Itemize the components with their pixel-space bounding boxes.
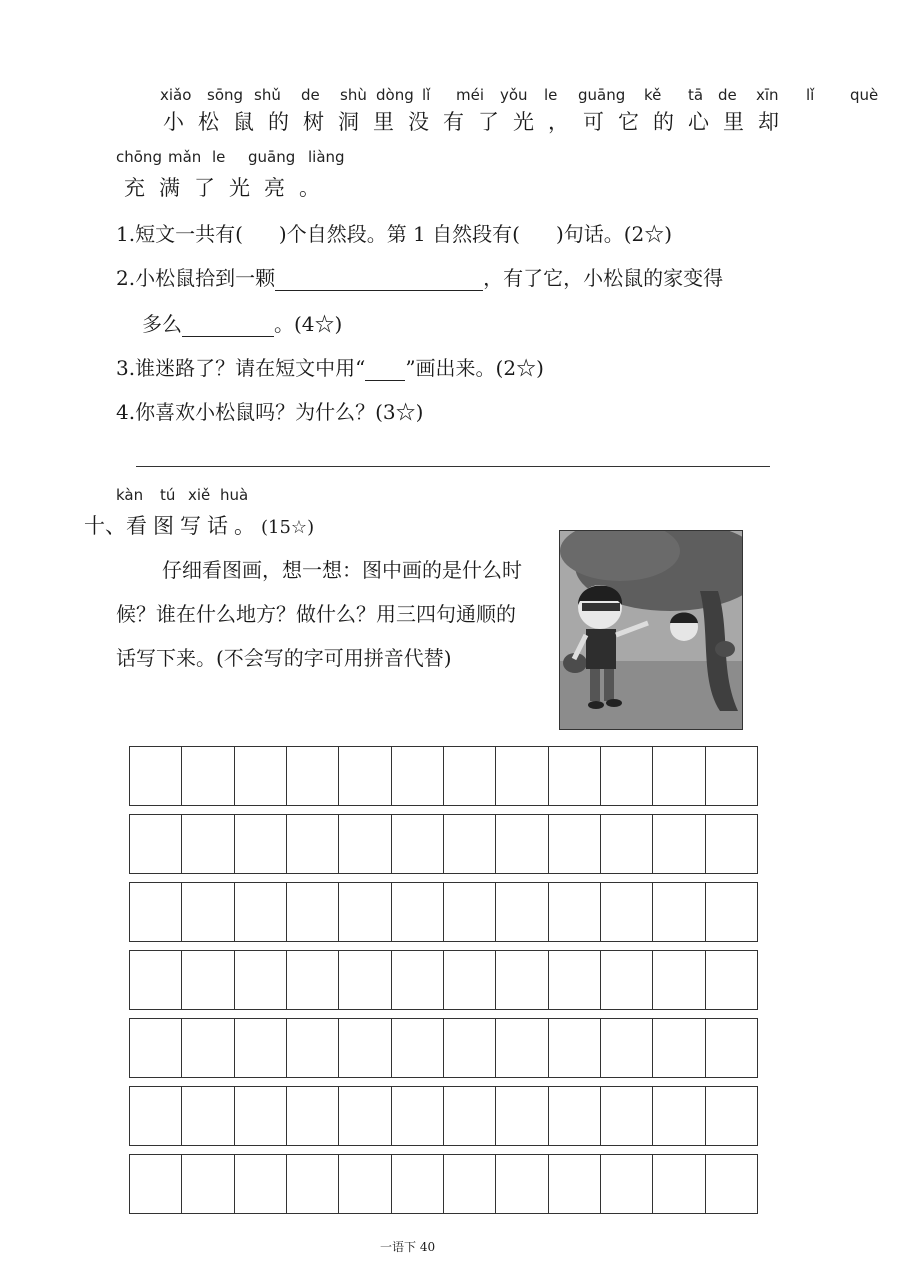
grid-cell[interactable] bbox=[339, 883, 391, 941]
grid-cell[interactable] bbox=[392, 883, 444, 941]
pinyin-syllable: xīn bbox=[756, 86, 779, 104]
grid-cell[interactable] bbox=[287, 815, 339, 873]
section10-title: 十、看图写话。(15☆) bbox=[84, 514, 315, 538]
grid-cell[interactable] bbox=[339, 951, 391, 1009]
pinyin-syllable: shù bbox=[340, 86, 367, 104]
passage-line2-text: 充满了光亮。 bbox=[124, 176, 334, 200]
grid-cell[interactable] bbox=[549, 951, 601, 1009]
pinyin-syllable: sōng bbox=[207, 86, 244, 104]
grid-cell[interactable] bbox=[496, 1155, 548, 1213]
grid-cell[interactable] bbox=[182, 1019, 234, 1077]
grid-cell[interactable] bbox=[339, 747, 391, 805]
grid-cell[interactable] bbox=[653, 1155, 705, 1213]
q2-blank-1[interactable] bbox=[275, 268, 483, 291]
grid-cell[interactable] bbox=[235, 951, 287, 1009]
grid-cell[interactable] bbox=[601, 883, 653, 941]
pinyin-syllable: huà bbox=[220, 486, 249, 504]
pinyin-syllable: le bbox=[212, 148, 226, 166]
grid-cell[interactable] bbox=[130, 815, 182, 873]
pinyin-syllable: dòng bbox=[376, 86, 414, 104]
grid-cell[interactable] bbox=[235, 883, 287, 941]
grid-cell[interactable] bbox=[653, 1019, 705, 1077]
pinyin-syllable: de bbox=[718, 86, 737, 104]
grid-cell[interactable] bbox=[130, 1155, 182, 1213]
grid-cell[interactable] bbox=[235, 1087, 287, 1145]
grid-cell[interactable] bbox=[130, 1019, 182, 1077]
pinyin-syllable: chōng bbox=[116, 148, 162, 166]
grid-cell[interactable] bbox=[235, 747, 287, 805]
grid-cell[interactable] bbox=[392, 747, 444, 805]
grid-cell[interactable] bbox=[549, 883, 601, 941]
grid-cell[interactable] bbox=[706, 1087, 757, 1145]
pinyin-syllable: de bbox=[301, 86, 320, 104]
grid-cell[interactable] bbox=[706, 747, 757, 805]
pinyin-syllable: tú bbox=[160, 486, 176, 504]
grid-cell[interactable] bbox=[392, 951, 444, 1009]
grid-cell[interactable] bbox=[182, 883, 234, 941]
passage-line1-text: 小松鼠的树洞里没有了光，可它的心里却 bbox=[163, 110, 793, 134]
grid-cell[interactable] bbox=[496, 951, 548, 1009]
pinyin-syllable: lǐ bbox=[806, 86, 815, 104]
grid-cell[interactable] bbox=[549, 747, 601, 805]
grid-cell[interactable] bbox=[444, 951, 496, 1009]
grid-cell[interactable] bbox=[287, 1087, 339, 1145]
grid-cell[interactable] bbox=[287, 951, 339, 1009]
section10-instruction: 仔细看图画，想一想：图中画的是什么时候？谁在什么地方？做什么？用三四句通顺的话写下来。(不会写的字可用拼音代替) bbox=[116, 558, 522, 670]
grid-cell[interactable] bbox=[235, 1155, 287, 1213]
grid-cell[interactable] bbox=[601, 1019, 653, 1077]
grid-cell[interactable] bbox=[182, 1087, 234, 1145]
grid-cell[interactable] bbox=[496, 883, 548, 941]
grid-cell[interactable] bbox=[601, 1155, 653, 1213]
pinyin-syllable: xiǎo bbox=[160, 86, 192, 104]
pinyin-syllable: méi bbox=[456, 86, 485, 104]
pinyin-syllable: xiě bbox=[188, 486, 211, 504]
grid-cell[interactable] bbox=[653, 883, 705, 941]
grid-cell[interactable] bbox=[182, 815, 234, 873]
grid-cell[interactable] bbox=[706, 1155, 757, 1213]
grid-cell[interactable] bbox=[130, 951, 182, 1009]
pinyin-syllable: lǐ bbox=[422, 86, 431, 104]
grid-cell[interactable] bbox=[653, 815, 705, 873]
grid-cell[interactable] bbox=[392, 1087, 444, 1145]
grid-row bbox=[129, 1086, 758, 1146]
grid-cell[interactable] bbox=[496, 747, 548, 805]
q2-blank-2[interactable] bbox=[182, 314, 274, 337]
question-4: 4.你喜欢小松鼠吗？为什么？(3☆) bbox=[116, 400, 424, 424]
grid-cell[interactable] bbox=[444, 883, 496, 941]
grid-row bbox=[129, 1154, 758, 1214]
pinyin-syllable: kě bbox=[644, 86, 662, 104]
illustration-picture bbox=[559, 530, 743, 730]
grid-cell[interactable] bbox=[444, 1019, 496, 1077]
grid-cell[interactable] bbox=[339, 1019, 391, 1077]
grid-cell[interactable] bbox=[706, 815, 757, 873]
grid-cell[interactable] bbox=[392, 1155, 444, 1213]
grid-cell[interactable] bbox=[549, 1087, 601, 1145]
grid-row bbox=[129, 882, 758, 942]
grid-cell[interactable] bbox=[444, 747, 496, 805]
grid-cell[interactable] bbox=[549, 1155, 601, 1213]
q3-underline-sample bbox=[365, 358, 405, 381]
grid-cell[interactable] bbox=[444, 815, 496, 873]
pinyin-syllable: guāng bbox=[578, 86, 626, 104]
grid-cell[interactable] bbox=[653, 951, 705, 1009]
q4-answer-line[interactable] bbox=[136, 466, 770, 467]
page-footer: 一语下 40 bbox=[380, 1240, 436, 1254]
question-3: 3.谁迷路了？请在短文中用“ ”画出来。(2☆) bbox=[116, 356, 544, 380]
grid-cell[interactable] bbox=[549, 815, 601, 873]
pinyin-syllable: què bbox=[850, 86, 879, 104]
grid-cell[interactable] bbox=[496, 815, 548, 873]
pinyin-syllable: le bbox=[544, 86, 558, 104]
grid-cell[interactable] bbox=[235, 1019, 287, 1077]
grid-cell[interactable] bbox=[182, 951, 234, 1009]
grid-cell[interactable] bbox=[706, 1019, 757, 1077]
grid-cell[interactable] bbox=[339, 1155, 391, 1213]
grid-cell[interactable] bbox=[496, 1019, 548, 1077]
grid-cell[interactable] bbox=[392, 815, 444, 873]
grid-cell[interactable] bbox=[339, 815, 391, 873]
pinyin-syllable: guāng bbox=[248, 148, 296, 166]
grid-cell[interactable] bbox=[706, 951, 757, 1009]
grid-cell[interactable] bbox=[287, 747, 339, 805]
grid-row bbox=[129, 746, 758, 806]
pinyin-syllable: tā bbox=[688, 86, 704, 104]
grid-cell[interactable] bbox=[601, 747, 653, 805]
kids-under-tree-illustration bbox=[560, 531, 742, 729]
pinyin-syllable: yǒu bbox=[500, 86, 528, 104]
grid-cell[interactable] bbox=[706, 883, 757, 941]
question-2: 2.小松鼠拾到一颗 ，有了它，小松鼠的家变得 bbox=[116, 266, 724, 290]
grid-cell[interactable] bbox=[182, 1155, 234, 1213]
grid-cell[interactable] bbox=[130, 1087, 182, 1145]
grid-cell[interactable] bbox=[653, 1087, 705, 1145]
writing-grid[interactable] bbox=[129, 746, 758, 1222]
grid-cell[interactable] bbox=[287, 1155, 339, 1213]
grid-cell[interactable] bbox=[182, 747, 234, 805]
grid-cell[interactable] bbox=[601, 1087, 653, 1145]
grid-cell[interactable] bbox=[601, 815, 653, 873]
grid-cell[interactable] bbox=[130, 747, 182, 805]
grid-row bbox=[129, 950, 758, 1010]
grid-cell[interactable] bbox=[444, 1087, 496, 1145]
pinyin-syllable: kàn bbox=[116, 486, 144, 504]
grid-cell[interactable] bbox=[287, 883, 339, 941]
question-2-cont: 多么 。(4☆) bbox=[142, 312, 343, 336]
grid-cell[interactable] bbox=[444, 1155, 496, 1213]
grid-cell[interactable] bbox=[287, 1019, 339, 1077]
question-1: 1.短文一共有( )个自然段。第 1 自然段有( )句话。(2☆) bbox=[116, 222, 673, 246]
pinyin-syllable: shǔ bbox=[254, 86, 281, 104]
grid-cell[interactable] bbox=[130, 883, 182, 941]
grid-cell[interactable] bbox=[496, 1087, 548, 1145]
grid-cell[interactable] bbox=[653, 747, 705, 805]
grid-row bbox=[129, 814, 758, 874]
grid-cell[interactable] bbox=[392, 1019, 444, 1077]
pinyin-syllable: liàng bbox=[308, 148, 345, 166]
grid-cell[interactable] bbox=[601, 951, 653, 1009]
pinyin-syllable: mǎn bbox=[168, 148, 202, 166]
grid-cell[interactable] bbox=[339, 1087, 391, 1145]
grid-cell[interactable] bbox=[235, 815, 287, 873]
grid-cell[interactable] bbox=[549, 1019, 601, 1077]
grid-row bbox=[129, 1018, 758, 1078]
